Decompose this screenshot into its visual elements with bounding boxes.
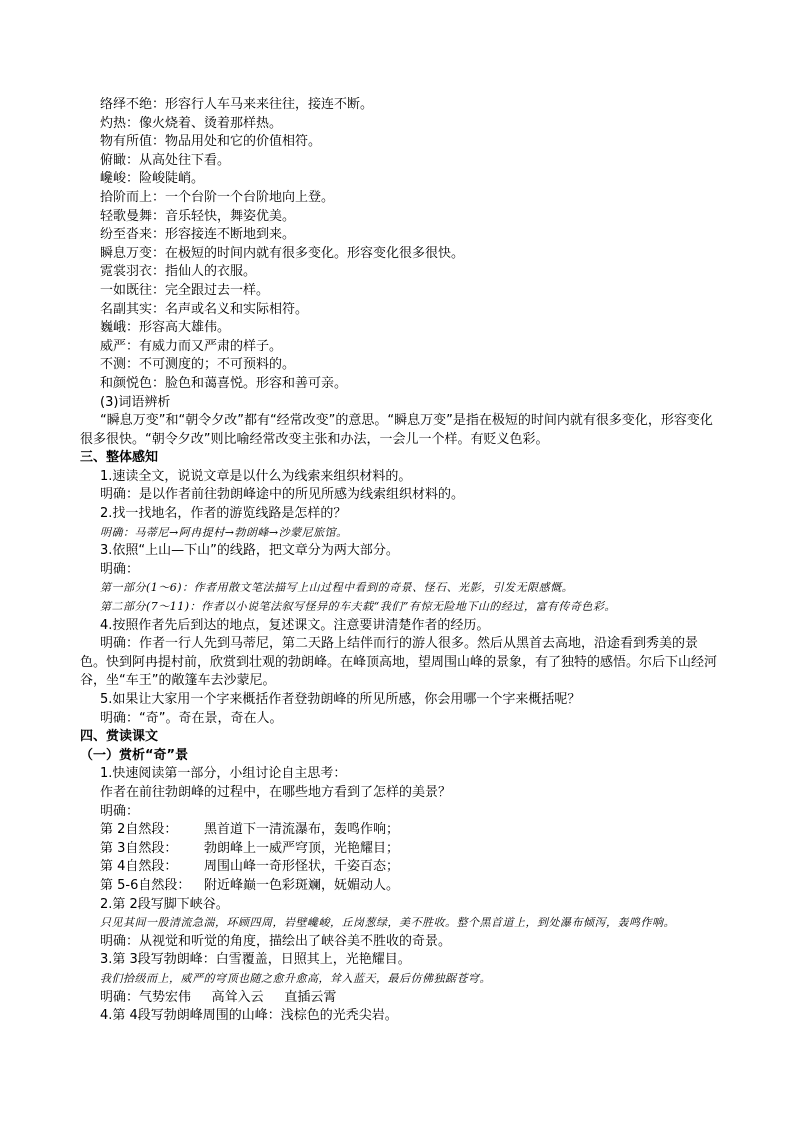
paragraph-row [80, 821, 720, 840]
section-title-appreciation: 四、赏读课文 [80, 729, 159, 745]
vocab-item: 拾阶而上：一个台阶一个台阶地向上登。 [100, 189, 335, 205]
vocab-item: 纷至沓来：形容接连不断地到来。 [100, 227, 296, 243]
s4-quote-3: 我们拾级而上，威严的穹顶也随之愈升愈高，耸入蓝天，最后仿佛独踞苍穹。 [100, 971, 491, 985]
vocab-item: 巍峨：形容高大雄伟。 [100, 320, 231, 336]
vocab-item: 俯瞰：从高处往下看。 [100, 152, 231, 168]
s4-question-1b: 作者在前往勃朗峰的过程中，在哪些地方看到了怎样的美景？ [100, 784, 452, 800]
part-two: 第二部分(7～11)：作者以小说笔法叙写怪异的车夫载“我们”有惊无险地下山的经过，富有传奇色彩。 [100, 600, 616, 614]
paragraph-text: 黑首道下一清流瀑布，轰鸣作响； [204, 822, 400, 838]
section-title-overview: 三、整体感知 [80, 450, 159, 466]
vocab-item: 络绎不绝：形容行人车马来来往往，接连不断。 [100, 97, 374, 112]
paragraph-text: 附近峰巅一色彩斑斓，妩媚动人。 [204, 877, 400, 893]
s4-question-2: 2.第 2段写脚下峡谷。 [100, 896, 229, 912]
paragraph-label: 第 2自然段： [100, 822, 178, 838]
vocab-item: 名副其实：名声或名义和实际相符。 [100, 301, 309, 317]
vocab-list [80, 96, 720, 394]
s4-answer-1: 明确： [100, 803, 140, 819]
question-3: 3.依照“上山—下山”的线路，把文章分为两大部分。 [100, 543, 399, 559]
vocab-item: 物有所值：物品用处和它的价值相符。 [100, 134, 322, 150]
vocab-item: 一如既往：完全跟过去一样。 [100, 282, 270, 298]
s4-question-1: 1.快速阅读第一部分，小组讨论自主思考： [100, 766, 347, 782]
vocab-item: 霓裳羽衣：指仙人的衣服。 [100, 264, 257, 280]
answer-2: 明确：马蒂尼→阿冉提村→勃朗峰→沙蒙尼旅馆。 [100, 525, 348, 539]
subsection-title: （一）赏析“奇”景 [80, 747, 189, 763]
vocab-item: 轻歌曼舞：音乐轻快，舞姿优美。 [100, 208, 296, 224]
s4-answer-3: 明确：气势宏伟 高耸入云 直插云霄 [100, 989, 337, 1005]
paragraph-label: 第 3自然段： [100, 840, 178, 856]
answer-1: 明确：是以作者前往勃朗峰途中的所见所感为线索组织材料的。 [100, 487, 465, 503]
question-5: 5.如果让大家用一个字来概括作者登勃朗峰的所见所感，你会用哪一个字来概括呢？ [100, 692, 581, 707]
paragraph-row [80, 877, 720, 896]
question-1: 1.速读全文，说说文章是以什么为线索来组织材料的。 [100, 468, 412, 484]
vocab-item: 不测：不可测度的；不可预料的。 [100, 357, 296, 373]
vocab-item: 瞬息万变：在极短的时间内就有很多变化。形容变化很多很快。 [100, 245, 465, 261]
document-body [80, 96, 720, 1026]
paragraph-label: 第 5-6自然段： [100, 877, 191, 893]
paragraph-row [80, 840, 720, 859]
s4-answer-2: 明确：从视觉和听觉的角度，描绘出了峡谷美不胜收的奇景。 [100, 933, 452, 949]
answer-3: 明确： [100, 561, 140, 577]
answer-4: 明确：作者一行人先到马蒂尼，第二天路上结伴而行的游人很多。然后从黑首去高地，沿途看到秀美的景色。快到阿冉提村前，欣赏到壮观的勃朗峰。在峰顶高地，望周围山峰的景象，有了独特的感悟。尔后下山经河谷，坐“车王”的敞篷车去沙蒙尼。 [80, 636, 718, 689]
paragraph-label: 第 4自然段： [100, 859, 178, 875]
paragraph-text: 周围山峰一奇形怪状，千姿百态； [204, 859, 400, 875]
vocab-item: 威严：有威力而又严肃的样子。 [100, 338, 283, 354]
word-distinction-text: “瞬息万变”和“朝令夕改”都有“经常改变”的意思。“瞬息万变”是指在极短的时间内就有很多变化，形容变化很多很快。“朝令夕改”则比喻经常改变主张和办法，一会儿一个样。有贬义色彩。 [80, 413, 713, 447]
s4-quote-2: 只见其间一股清流急湍，环顾四周，岩壁巉峻，丘岗葱绿，美不胜收。整个黑首道上，到处瀑布倾泻，轰鸣作响。 [100, 916, 675, 930]
question-4: 4.按照作者先后到达的地点，复述课文。注意要讲清楚作者的经历。 [100, 617, 490, 633]
s4-question-4: 4.第 4段写勃朗峰周围的山峰：浅棕色的光秃尖岩。 [100, 1008, 398, 1024]
paragraph-text: 勃朗峰上一威严穹顶，光艳耀目； [204, 840, 400, 856]
word-distinction-label: (3)词语辨析 [100, 394, 171, 410]
vocab-item: 灼热：像火烧着、烫着那样热。 [100, 115, 283, 131]
part-one: 第一部分(1～6)：作者用散文笔法描写上山过程中看到的奇景、怪石、光影，引发无限感慨。 [100, 581, 574, 595]
question-2: 2.找一找地名，作者的游览线路是怎样的？ [100, 506, 347, 522]
answer-5: 明确：“奇”。奇在景，奇在人。 [100, 710, 283, 726]
vocab-item: 巉峻：险峻陡峭。 [100, 171, 205, 187]
paragraph-row [80, 858, 720, 877]
s4-question-3: 3.第 3段写勃朗峰：白雪覆盖，日照其上，光艳耀目。 [100, 952, 411, 968]
vocab-item: 和颜悦色：脸色和蔼喜悦。形容和善可亲。 [100, 375, 348, 391]
